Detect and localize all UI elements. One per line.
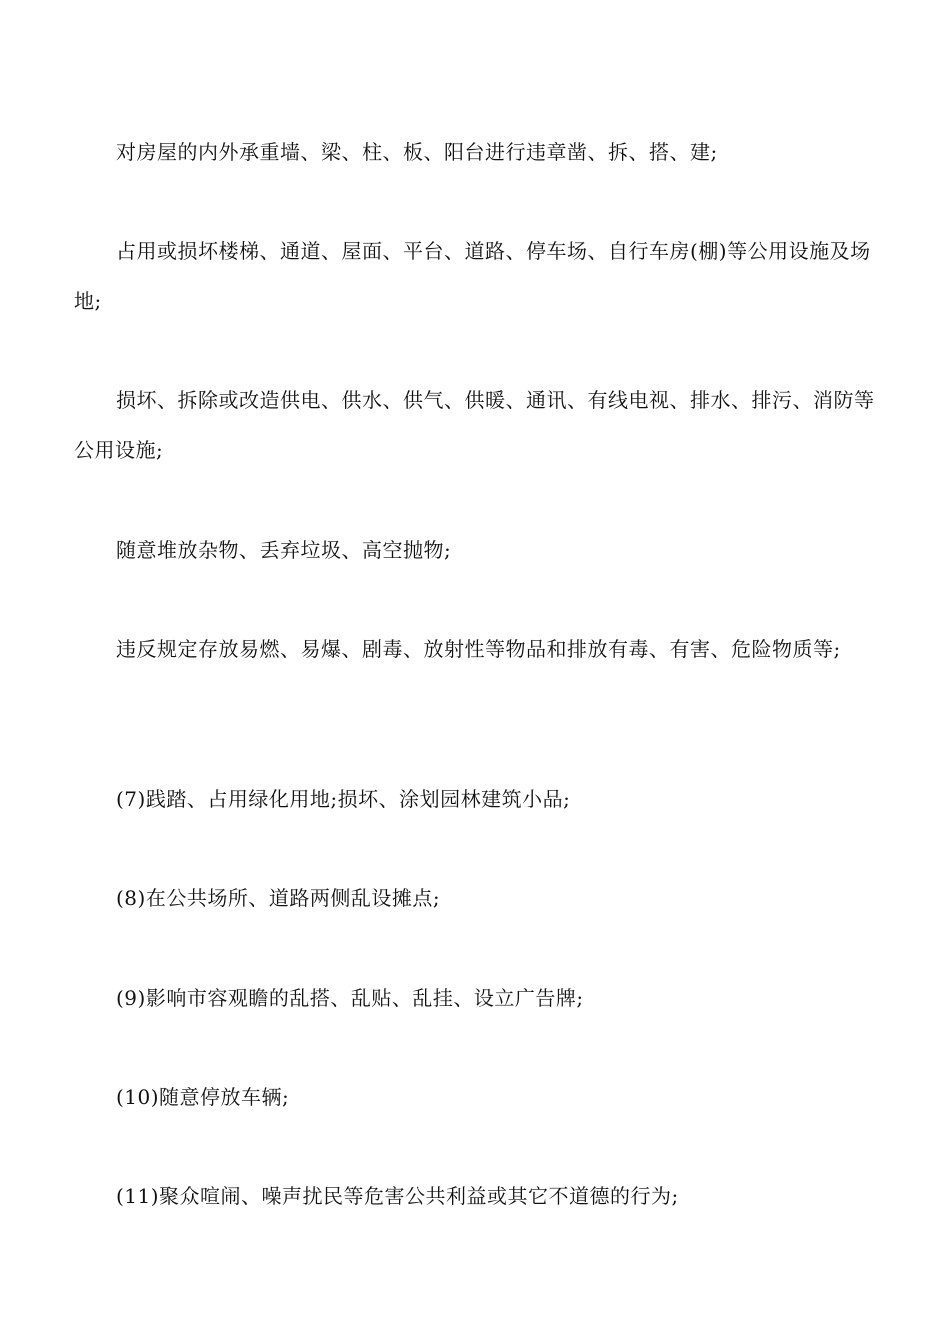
paragraph: 损坏、拆除或改造供电、供水、供气、供暖、通讯、有线电视、排水、排污、消防等公用设施; [74, 388, 875, 462]
paragraph: 违反规定存放易燃、易爆、剧毒、放射性等物品和排放有毒、有害、危险物质等; [116, 637, 841, 661]
paragraph: (11)聚众喧闹、噪声扰民等危害公共利益或其它不道德的行为; [116, 1184, 679, 1208]
paragraph: (8)在公共场所、道路两侧乱设摊点; [116, 886, 441, 910]
paragraph: (7)践踏、占用绿化用地;损坏、涂划园林建筑小品; [116, 787, 571, 811]
paragraph: (9)影响市容观瞻的乱搭、乱贴、乱挂、设立广告牌; [116, 986, 584, 1010]
paragraph: 随意堆放杂物、丢弃垃圾、高空抛物; [116, 538, 452, 562]
paragraph: (10)随意停放车辆; [116, 1085, 290, 1109]
paragraph: 对房屋的内外承重墙、梁、柱、板、阳台进行违章凿、拆、搭、建; [116, 140, 718, 164]
paragraph: 占用或损坏楼梯、通道、屋面、平台、道路、停车场、自行车房(棚)等公用设施及场地; [74, 239, 871, 313]
